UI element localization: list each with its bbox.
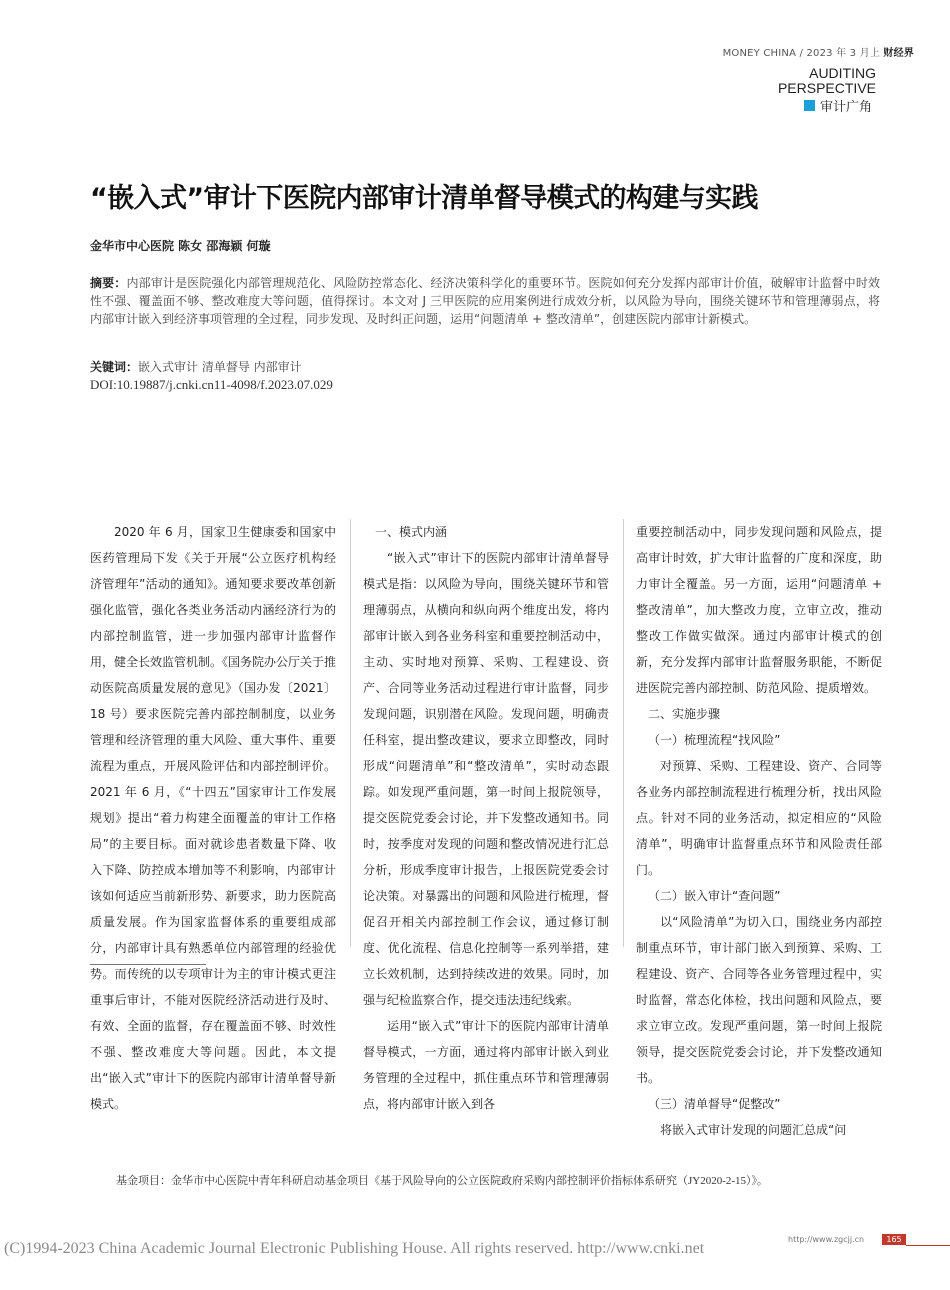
journal-brand: 财经界 (883, 48, 914, 59)
keywords-text: 嵌入式审计 清单督导 内部审计 (138, 360, 302, 374)
column-divider (623, 519, 624, 947)
site-url[interactable]: http://www.zgcjj.cn (788, 1235, 865, 1244)
issue-date: / 2023 年 3 月上 (796, 48, 884, 59)
keywords-label: 关键词： (90, 360, 139, 374)
page-rule (906, 1245, 950, 1246)
journal-name: MONEY CHINA (722, 48, 797, 59)
paragraph: 重要控制活动中，同步发现问题和风险点，提高审计时效，扩大审计监督的广度和深度，助力审计全覆盖。另一方面，运用“问题清单 + 整改清单”，加大整改力度，立审立改，推动整改工作做实做深。通过内部审计模式的创新，充分发挥内部审计监督服务职能，不断促进医院完善内部控制、防范风险、提质增效。 (636, 525, 882, 695)
paragraph: 将嵌入式审计发现的问题汇总成“问 (660, 1123, 847, 1137)
section-heading: 二、实施步骤 (648, 707, 721, 721)
paragraph: 运用“嵌入式”审计下的医院内部审计清单督导模式，一方面，通过将内部审计嵌入到业务管理的全过程中，抓住重点环节和管理薄弱点，将内部审计嵌入到各 (363, 1019, 609, 1111)
body-column-3 (636, 519, 882, 1143)
journal-header (723, 44, 914, 59)
fund-note: 基金项目：金华市中心医院中青年科研启动基金项目《基于风险导向的公立医院政府采购内部控制评价指标体系研究（JY2020-2-15）》。 (116, 1175, 769, 1187)
paragraph: 以“风险清单”为切入口，围绕业务内部控制重点环节，审计部门嵌入到预算、采购、工程建设、资产、合同等各业务管理过程中，实时监督，常态化体检，找出问题和风险点，要求立审立改。发现严重问题，第一时间上报院领导，提交医院党委会讨论，并下发整改通知书。 (636, 915, 882, 1085)
body-column-2 (363, 519, 609, 1117)
section-heading: 一、模式内涵 (375, 525, 448, 539)
column-title-line2: PERSPECTIVE (777, 80, 876, 96)
column-title-line1: AUDITING (809, 65, 876, 81)
footnote-rule (90, 964, 206, 965)
column-divider (350, 519, 351, 947)
subsection-heading: （一）梳理流程“找风险” (648, 733, 781, 747)
square-bullet-icon (804, 100, 815, 111)
subsection-heading: （二）嵌入审计“查问题” (648, 889, 781, 903)
column-section (804, 96, 872, 115)
paragraph: 对预算、采购、工程建设、资产、合同等各业务内部控制流程进行梳理分析，找出风险点。针对不同的业务活动，拟定相应的“风险清单”，明确审计监督重点环节和风险责任部门。 (636, 759, 882, 877)
paragraph: 2020 年 6 月，国家卫生健康委和国家中医药管理局下发《关于开展“公立医疗机构经济管理年”活动的通知》。通知要求要改革创新强化监管，强化各类业务活动内涵经济行为的内部控制监管，进一步加强内部审计监督作用，健全长效监管机制。《国务院办公厅关于推动医院高质量发展的意见》（国办发〔2021〕18 号）要求医院完善内部控制制度，以业务管理和经济管理的重大风险、重大事件、重要流程为重点，开展风险评估和内部控制评价。2021 年 6 月，《“十四五”国家审计工作发展规划》提出“着力构建全面覆盖的审计工作格局”的主要目标。面对就诊患者数量下降、收入下降、防控成本增加等不利影响，内部审计该如何适应当前新形势、新要求，助力医院高质量发展。作为国家监督体系的重要组成部分，内部审计具有熟悉单位内部管理的经验优势。而传统的以专项审计为主的审计模式更注重事后审计，不能对医院经济活动进行及时、有效、全面的监督，存在覆盖面不够、时效性不强、整改难度大等问题。因此，本文提出“嵌入式”审计下的医院内部审计清单督导新模式。 (90, 525, 337, 1111)
paragraph: “嵌入式”审计下的医院内部审计清单督导模式是指：以风险为导向，围绕关键环节和管理薄弱点，从横向和纵向两个维度出发，将内部审计嵌入到各业务科室和重要控制活动中，主动、实时地对预算、采购、工程建设、资产、合同等业务活动过程进行审计监督，同步发现问题，识别潜在风险。发现问题，明确责任科室，提出整改建议，要求立即整改，同时形成“问题清单”和“整改清单”，实时动态跟踪。如发现严重问题，第一时间上报院领导，提交医院党委会讨论，并下发整改通知书。同时，按季度对发现的问题和整改情况进行汇总分析，形成季度审计报告，上报医院党委会讨论决策。对暴露出的问题和风险进行梳理，督促召开相关内部控制工作会议，通过修订制度、优化流程、信息化控制等一系列举措，建立长效机制，达到持续改进的效果。同时，加强与纪检监察合作，提交违法违纪线索。 (363, 551, 609, 1007)
abstract-text: 内部审计是医院强化内部管理规范化、风险防控常态化、经济决策科学化的重要环节。医院如何充分发挥内部审计价值，破解审计监督中时效性不强、覆盖面不够、整改难度大等问题，值得探讨。本文对 J 三甲医院的应用案例进行成效分析，以风险为导向，围绕关键环节和管理薄弱点，将内部审计嵌入到经济事项管理的全过程，同步发现、及时纠正问题，运用“问题清单 + 整改清单”，创建医院内部审计新模式。 (90, 276, 880, 326)
doi: DOI:10.19887/j.cnki.cn11-4098/f.2023.07.029 (90, 377, 333, 392)
column-title-en (778, 66, 876, 96)
copyright-watermark: (C)1994-2023 China Academic Journal Electronic Publishing House. All rights reserved. http://www.cnki.net (4, 1240, 705, 1257)
article-authors: 金华市中心医院 陈女 邵海颖 何璇 (90, 239, 271, 253)
body-column-1 (90, 519, 336, 1117)
page-number: 165 (882, 1234, 906, 1245)
abstract-label: 摘要： (90, 276, 127, 290)
subsection-heading: （三）清单督导“促整改” (648, 1097, 781, 1111)
abstract (90, 274, 880, 328)
keywords (90, 358, 302, 375)
article-title: “嵌入式”审计下医院内部审计清单督导模式的构建与实践 (90, 183, 758, 214)
column-title-cn: 审计广角 (819, 100, 872, 115)
